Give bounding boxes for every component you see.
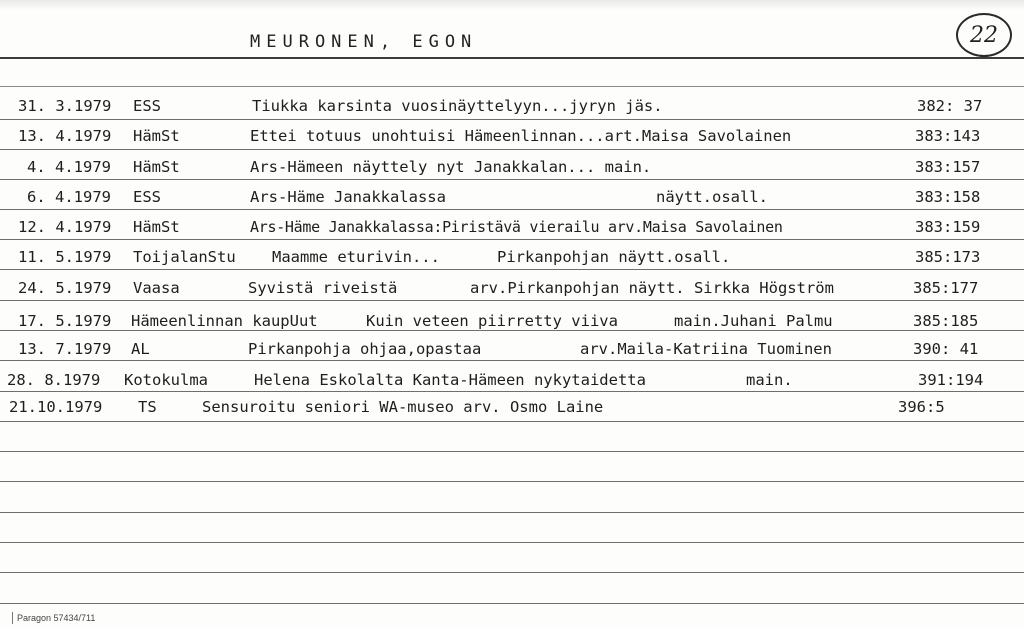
entry-text: Maamme eturivin... [272, 248, 440, 266]
entry-date: 4. 4.1979 [27, 158, 111, 176]
card-footer-print: Paragon 57434/711 [12, 612, 95, 624]
entry-source: HämSt [133, 218, 180, 236]
entry-date: 31. 3.1979 [18, 97, 112, 115]
entry-text: Syvistä riveistä [248, 279, 398, 297]
ruled-line [0, 603, 1024, 604]
entry-source: HämSt [133, 158, 180, 176]
entry-date: 21.10.1979 [9, 398, 103, 416]
ruled-line [0, 481, 1024, 482]
entry-ref: 383:158 [915, 188, 981, 206]
entry-text: Sensuroitu seniori WA-museo arv. Osmo Laine [202, 398, 604, 416]
ruled-line [0, 86, 1024, 87]
entry-ref: 383:157 [915, 158, 981, 176]
entry-row [0, 186, 1024, 216]
entry-note: main.Juhani Palmu [674, 312, 833, 330]
entry-note: Pirkanpohjan näytt.osall. [497, 248, 731, 266]
entry-ref: 385:177 [913, 279, 979, 297]
ruled-line [0, 572, 1024, 573]
card-number: 22 [970, 22, 998, 48]
entry-source: ESS [133, 188, 161, 206]
ruled-line [0, 451, 1024, 452]
entry-date: 11. 5.1979 [18, 248, 112, 266]
entry-source: TS [138, 398, 157, 416]
entry-row [0, 216, 1024, 246]
entry-text: Kuin veteen piirretty viiva [366, 312, 618, 330]
entry-text: Ars-Hämeen näyttely nyt Janakkalan... main. [250, 158, 652, 176]
entry-text: Ars-Häme Janakkalassa [250, 188, 446, 206]
entry-note: main. [746, 371, 793, 389]
entry-row [0, 369, 1024, 399]
entry-date: 13. 4.1979 [18, 127, 112, 145]
card-title: MEURONEN, EGON [250, 32, 478, 52]
entry-date: 13. 7.1979 [18, 340, 112, 358]
entry-ref: 396:5 [898, 398, 945, 416]
entry-ref: 391:194 [918, 371, 984, 389]
entry-date: 24. 5.1979 [18, 279, 112, 297]
entry-ref: 383:143 [915, 127, 981, 145]
entry-ref: 383:159 [915, 218, 981, 236]
entry-note: arv.Maila-Katriina Tuominen [580, 340, 832, 358]
entry-row [0, 246, 1024, 276]
entry-source: ESS [133, 97, 161, 115]
entry-row [0, 396, 1024, 426]
entry-source: Vaasa [133, 279, 180, 297]
entry-text: Ettei totuus unohtuisi Hämeenlinnan...art.Maisa Savolainen [250, 127, 792, 145]
entry-source: Kotokulma [124, 371, 208, 389]
entry-note: arv.Pirkanpohjan näytt. Sirkka Högström [470, 279, 834, 297]
entry-source: Hämeenlinnan kaupUut [131, 312, 318, 330]
entry-ref: 385:173 [915, 248, 981, 266]
entry-row [0, 156, 1024, 186]
entry-row [0, 125, 1024, 155]
entry-row [0, 310, 1024, 340]
entry-text: Ars-Häme Janakkalassa:Piristävä vierailu arv.Maisa Savolainen [250, 218, 783, 236]
entry-text: Pirkanpohja ohjaa,opastaa [248, 340, 482, 358]
entry-text: Helena Eskolalta Kanta-Hämeen nykytaidetta [254, 371, 646, 389]
card-number-circle [956, 13, 1012, 57]
entry-ref: 382: 37 [917, 97, 983, 115]
ruled-line [0, 542, 1024, 543]
entry-row [0, 95, 1024, 125]
entry-note: näytt.osall. [656, 188, 768, 206]
entry-date: 28. 8.1979 [7, 371, 101, 389]
entry-ref: 390: 41 [913, 340, 979, 358]
entry-date: 17. 5.1979 [18, 312, 112, 330]
entry-date: 12. 4.1979 [18, 218, 112, 236]
entry-source: ToijalanStu [133, 248, 236, 266]
card-top-edge [0, 0, 1024, 10]
entry-date: 6. 4.1979 [27, 188, 111, 206]
entry-row [0, 277, 1024, 307]
ruled-line [0, 512, 1024, 513]
entry-source: AL [131, 340, 150, 358]
entry-row [0, 338, 1024, 368]
entry-text: Tiukka karsinta vuosinäyttelyyn...jyryn jäs. [252, 97, 663, 115]
entry-ref: 385:185 [913, 312, 979, 330]
entry-source: HämSt [133, 127, 180, 145]
header-rule [0, 57, 1024, 59]
